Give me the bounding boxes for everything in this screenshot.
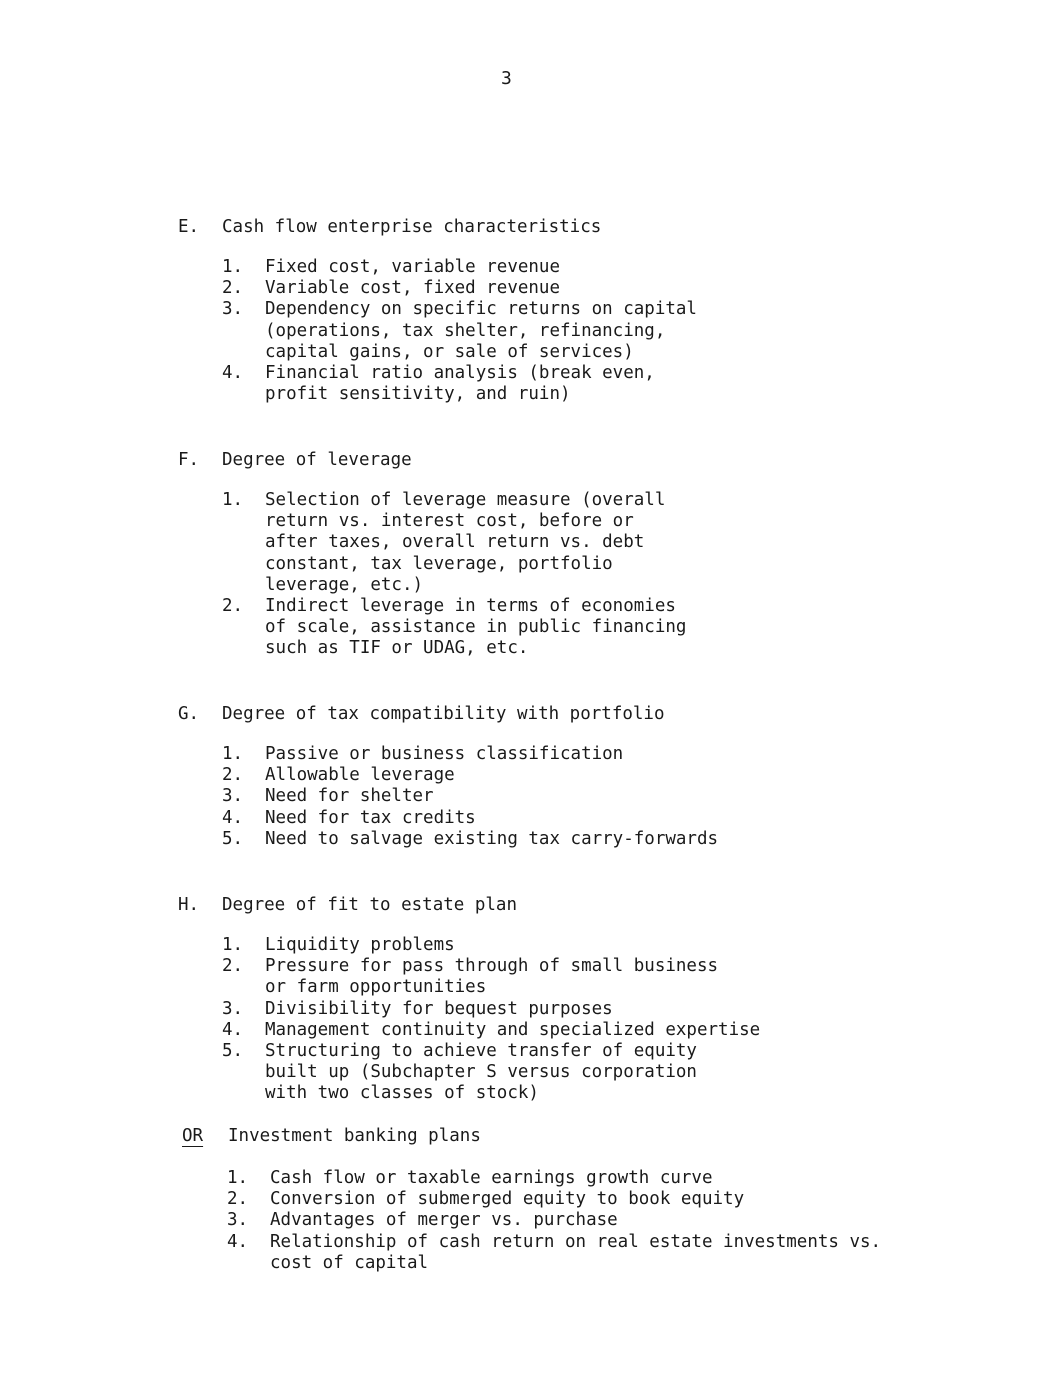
item-number: 2. bbox=[222, 278, 244, 299]
item-text: Relationship of cash return on real estate investments vs. cost of capital bbox=[270, 1231, 882, 1273]
item-number: 4. bbox=[222, 807, 244, 828]
section-letter: F. bbox=[178, 450, 200, 470]
item-number: 1. bbox=[222, 257, 244, 277]
item-number: 4. bbox=[222, 363, 244, 384]
section-letter: E. bbox=[178, 217, 200, 237]
section-heading bbox=[0, 1124, 1062, 1148]
list-item bbox=[0, 999, 1062, 1020]
section-heading bbox=[0, 893, 1062, 917]
item-number: 2. bbox=[227, 1189, 249, 1210]
item-text: Liquidity problems bbox=[265, 935, 455, 955]
list-item bbox=[0, 257, 1062, 278]
item-number: 1. bbox=[222, 490, 244, 510]
item-text: Pressure for pass through of small business or farm opportunities bbox=[265, 956, 719, 998]
item-number: 1. bbox=[222, 935, 244, 955]
section-title: Cash flow enterprise characteristics bbox=[222, 217, 602, 237]
item-number: 5. bbox=[222, 1041, 244, 1062]
section-or bbox=[0, 1124, 1062, 1292]
section-letter: H. bbox=[178, 895, 200, 915]
list-item bbox=[0, 1020, 1062, 1041]
list-item bbox=[0, 744, 1062, 765]
item-list bbox=[0, 257, 1062, 405]
list-item bbox=[0, 956, 1062, 998]
item-text: Fixed cost, variable revenue bbox=[265, 257, 561, 277]
list-item bbox=[0, 490, 1062, 596]
item-number: 3. bbox=[227, 1210, 249, 1231]
list-item bbox=[0, 596, 1062, 660]
item-number: 3. bbox=[222, 786, 244, 807]
item-text: Need for shelter bbox=[265, 786, 434, 807]
list-item bbox=[0, 829, 1062, 850]
section-g bbox=[0, 702, 1062, 868]
item-text: Conversion of submerged equity to book equity bbox=[270, 1189, 745, 1210]
section-title: Degree of fit to estate plan bbox=[222, 895, 518, 915]
list-item bbox=[0, 363, 1062, 405]
item-text: Divisibility for bequest purposes bbox=[265, 998, 613, 1019]
section-title: Investment banking plans bbox=[228, 1126, 481, 1146]
item-number: 4. bbox=[222, 1019, 244, 1040]
item-list bbox=[0, 490, 1062, 660]
list-item bbox=[0, 1168, 1062, 1189]
item-text: Indirect leverage in terms of economies of scale, assistance in public financing such as TIF or UDAG, etc. bbox=[265, 596, 687, 659]
section-title: Degree of tax compatibility with portfolio bbox=[222, 704, 665, 724]
item-text: Dependency on specific returns on capital (operations, tax shelter, refinancing, capital gains, or sale of services) bbox=[265, 299, 697, 362]
item-text: Selection of leverage measure (overall return vs. interest cost, before or after taxes, overall return vs. debt constant, tax leverage, portfolio leverage, etc.) bbox=[265, 490, 666, 595]
list-item bbox=[0, 1041, 1062, 1105]
item-number: 3. bbox=[222, 299, 244, 320]
item-list bbox=[0, 935, 1062, 1105]
item-number: 2. bbox=[222, 956, 244, 977]
section-f bbox=[0, 448, 1062, 677]
list-item bbox=[0, 786, 1062, 807]
list-item bbox=[0, 808, 1062, 829]
item-text: Need to salvage existing tax carry-forwards bbox=[265, 828, 719, 849]
section-heading bbox=[0, 215, 1062, 239]
item-number: 4. bbox=[227, 1231, 249, 1252]
section-heading bbox=[0, 448, 1062, 472]
item-number: 5. bbox=[222, 828, 244, 849]
list-item bbox=[0, 278, 1062, 299]
item-list bbox=[0, 1168, 1062, 1274]
section-letter: G. bbox=[178, 704, 200, 724]
item-text: Structuring to achieve transfer of equity built up (Subchapter S versus corporation with two classes of stock) bbox=[265, 1041, 697, 1104]
section-title: Degree of leverage bbox=[222, 450, 412, 470]
or-label: OR bbox=[182, 1126, 204, 1146]
item-text: Allowable leverage bbox=[265, 765, 455, 786]
item-list bbox=[0, 744, 1062, 850]
list-item bbox=[0, 1189, 1062, 1210]
section-heading bbox=[0, 702, 1062, 726]
list-item bbox=[0, 935, 1062, 956]
item-number: 2. bbox=[222, 765, 244, 786]
list-item bbox=[0, 1210, 1062, 1231]
item-number: 2. bbox=[222, 596, 244, 617]
list-item bbox=[0, 299, 1062, 363]
item-text: Cash flow or taxable earnings growth curve bbox=[270, 1168, 713, 1188]
page-number: 3 bbox=[501, 68, 512, 89]
item-text: Passive or business classification bbox=[265, 744, 624, 764]
item-text: Financial ratio analysis (break even, profit sensitivity, and ruin) bbox=[265, 363, 655, 405]
item-text: Variable cost, fixed revenue bbox=[265, 278, 561, 299]
item-text: Advantages of merger vs. purchase bbox=[270, 1210, 618, 1231]
item-text: Management continuity and specialized expertise bbox=[265, 1019, 761, 1040]
item-number: 1. bbox=[227, 1168, 249, 1188]
list-item bbox=[0, 765, 1062, 786]
list-item bbox=[0, 1232, 1062, 1274]
section-h bbox=[0, 893, 1062, 1122]
item-number: 3. bbox=[222, 998, 244, 1019]
section-e bbox=[0, 215, 1062, 423]
item-text: Need for tax credits bbox=[265, 807, 476, 828]
item-number: 1. bbox=[222, 744, 244, 764]
